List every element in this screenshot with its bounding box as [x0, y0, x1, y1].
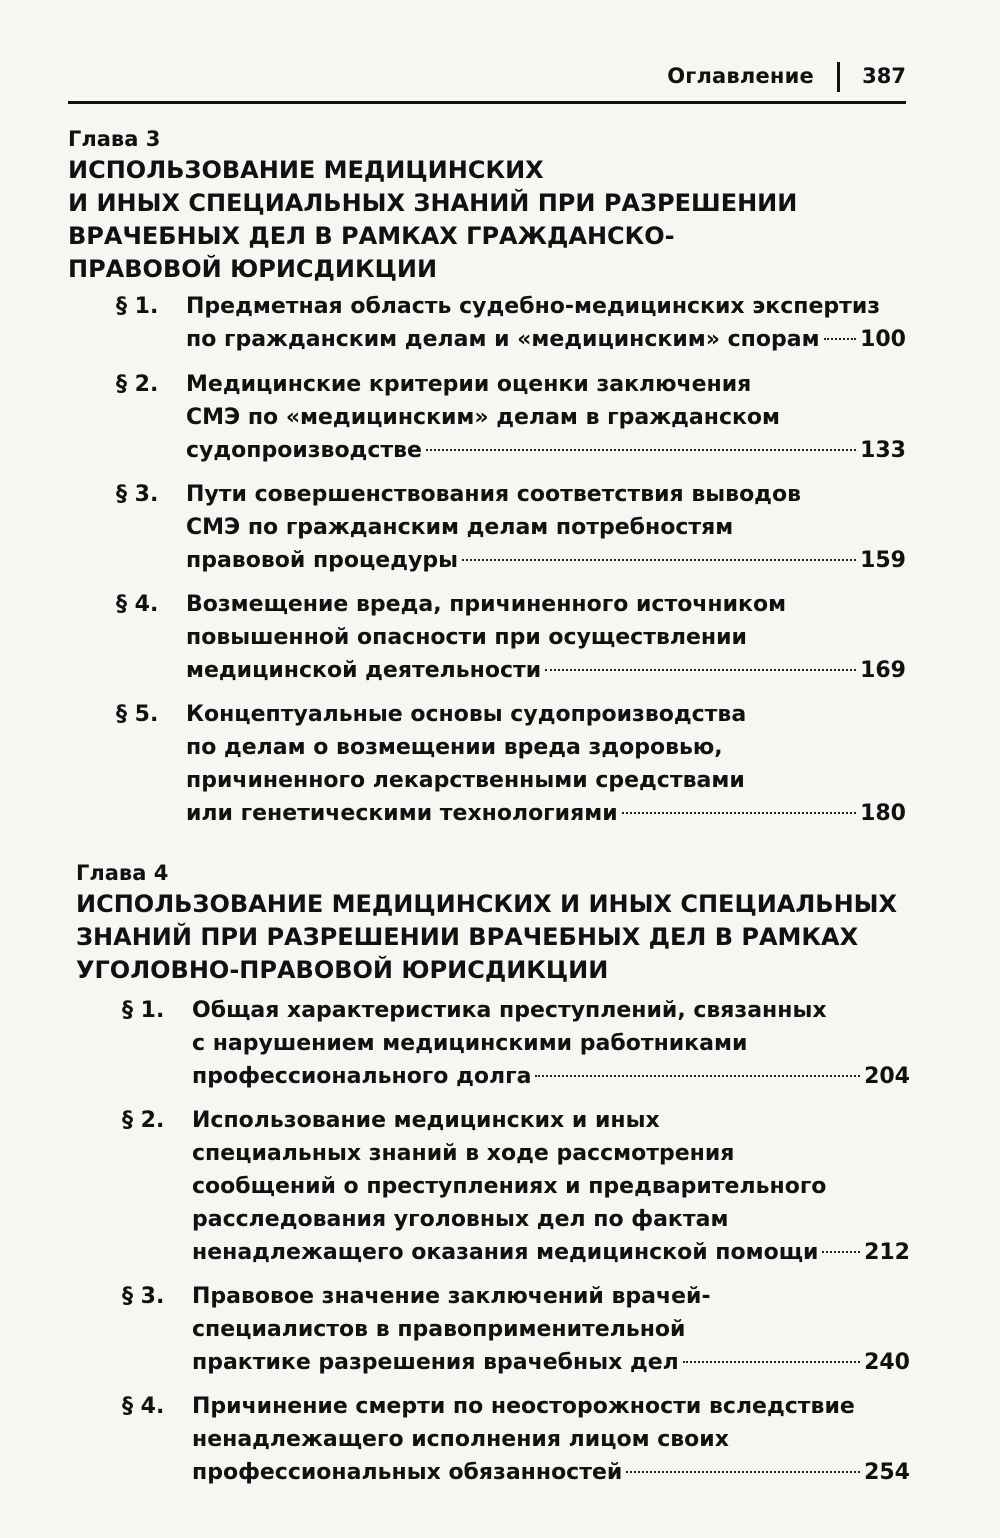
chapter-title-line: ИСПОЛЬЗОВАНИЕ МЕДИЦИНСКИХ И ИНЫХ СПЕЦИАЛЬНЫХ [76, 890, 898, 918]
chapter-title-line: ЗНАНИЙ ПРИ РАЗРЕШЕНИИ ВРАЧЕБНЫХ ДЕЛ В РАМКАХ [76, 923, 859, 951]
entry-number: § 2. [122, 1108, 165, 1133]
entry-text [186, 588, 906, 687]
entry-page-number: 180 [860, 801, 906, 826]
entry-line: причиненного лекарственными средствами [186, 768, 745, 793]
entry-line: судопроизводстве [186, 438, 422, 463]
chapter-title-line: ИСПОЛЬЗОВАНИЕ МЕДИЦИНСКИХ [68, 156, 544, 184]
entry-line: Возмещение вреда, причиненного источником [186, 592, 787, 617]
entry-text [192, 1104, 910, 1269]
entry-text [186, 698, 906, 830]
entry-line: Медицинские критерии оценки заключения [186, 372, 752, 397]
dot-leader [683, 1361, 860, 1363]
entry-last-line [186, 797, 906, 830]
entry-number: § 1. [122, 998, 165, 1023]
entry-line: ненадлежащего оказания медицинской помощи [192, 1240, 819, 1265]
entry-line: Концептуальные основы судопроизводства [186, 702, 747, 727]
chapter-title-line: И ИНЫХ СПЕЦИАЛЬНЫХ ЗНАНИЙ ПРИ РАЗРЕШЕНИИ [68, 189, 798, 217]
entry-text [192, 994, 910, 1093]
entry-line: СМЭ по «медицинским» делам в гражданском [186, 405, 781, 430]
entry-line: Общая характеристика преступлений, связанных [192, 998, 827, 1023]
chapter-4-entries [122, 994, 910, 1514]
dot-leader [426, 449, 856, 451]
entry-number: § 4. [122, 1394, 165, 1419]
entry-line: или генетическими технологиями [186, 801, 618, 826]
entry-line: профессиональных обязанностей [192, 1460, 623, 1485]
entry-page-number: 100 [860, 327, 906, 352]
entry-page-number: 159 [860, 548, 906, 573]
entry-line: с нарушением медицинскими работниками [192, 1031, 748, 1056]
entry-text [186, 368, 906, 467]
dot-leader [626, 1471, 860, 1473]
chapter-3-heading [68, 126, 928, 286]
entry-line: Правовое значение заключений врачей- [192, 1284, 711, 1309]
entry-text [192, 1280, 910, 1379]
entry-line: расследования уголовных дел по фактам [192, 1207, 729, 1232]
entry-line: специальных знаний в ходе рассмотрения [192, 1141, 735, 1166]
entry-last-line [186, 654, 906, 687]
dot-leader [535, 1075, 860, 1077]
entry-line: ненадлежащего исполнения лицом своих [192, 1427, 729, 1452]
entry-line: Пути совершенствования соответствия выводов [186, 482, 801, 507]
entry-line: Причинение смерти по неосторожности вследствие [192, 1394, 855, 1419]
entry-line: медицинской деятельности [186, 658, 542, 683]
entry-last-line [186, 434, 906, 467]
entry-page-number: 212 [864, 1240, 910, 1265]
entry-line: Предметная область судебно-медицинских экспертиз [186, 294, 881, 319]
entry-line: по делам о возмещении вреда здоровью, [186, 735, 723, 760]
entry-line: сообщений о преступлениях и предварительного [192, 1174, 827, 1199]
running-header [68, 60, 906, 104]
entry-line: правовой процедуры [186, 548, 458, 573]
chapter-3-entries [116, 290, 906, 830]
entry-page-number: 240 [864, 1350, 910, 1375]
entry-page-number: 133 [860, 438, 906, 463]
chapter-label: Глава 3 [68, 127, 161, 151]
entry-number: § 5. [116, 702, 159, 727]
entry-last-line [192, 1456, 910, 1489]
entry-last-line [192, 1236, 910, 1269]
dot-leader [824, 338, 857, 340]
chapter-title-line: ПРАВОВОЙ ЮРИСДИКЦИИ [68, 255, 438, 283]
chapter-title-line: ВРАЧЕБНЫХ ДЕЛ В РАМКАХ ГРАЖДАНСКО- [68, 222, 675, 250]
chapter-label: Глава 4 [76, 861, 169, 885]
chapter-4-heading [76, 860, 956, 987]
entry-number: § 3. [116, 482, 159, 507]
entry-line: профессионального долга [192, 1064, 532, 1089]
entry-line: Использование медицинских и иных [192, 1108, 660, 1133]
entry-text [186, 290, 906, 356]
entry-last-line [192, 1346, 910, 1379]
dot-leader [622, 812, 856, 814]
entry-line: СМЭ по гражданским делам потребностям [186, 515, 734, 540]
dot-leader [822, 1251, 860, 1253]
entry-line: специалистов в правоприменительной [192, 1317, 686, 1342]
header-separator [837, 62, 840, 92]
entry-line: практике разрешения врачебных дел [192, 1350, 679, 1375]
entry-line: по гражданским делам и «медицинским» спорам [186, 327, 820, 352]
header-section-title: Оглавление [667, 64, 814, 88]
entry-last-line [186, 323, 906, 356]
dot-leader [545, 669, 856, 671]
entry-number: § 2. [116, 372, 159, 397]
entry-page-number: 254 [864, 1460, 910, 1485]
entry-page-number: 204 [864, 1064, 910, 1089]
entry-line: повышенной опасности при осуществлении [186, 625, 747, 650]
entry-number: § 3. [122, 1284, 165, 1309]
entry-last-line [192, 1060, 910, 1093]
chapter-title [76, 888, 956, 987]
chapter-title [68, 154, 928, 286]
entry-text [186, 478, 906, 577]
entry-number: § 4. [116, 592, 159, 617]
entry-number: § 1. [116, 294, 159, 319]
chapter-title-line: УГОЛОВНО-ПРАВОВОЙ ЮРИСДИКЦИИ [76, 956, 609, 984]
entry-text [192, 1390, 910, 1489]
header-page-number: 387 [862, 64, 906, 88]
entry-page-number: 169 [860, 658, 906, 683]
dot-leader [462, 559, 856, 561]
entry-last-line [186, 544, 906, 577]
